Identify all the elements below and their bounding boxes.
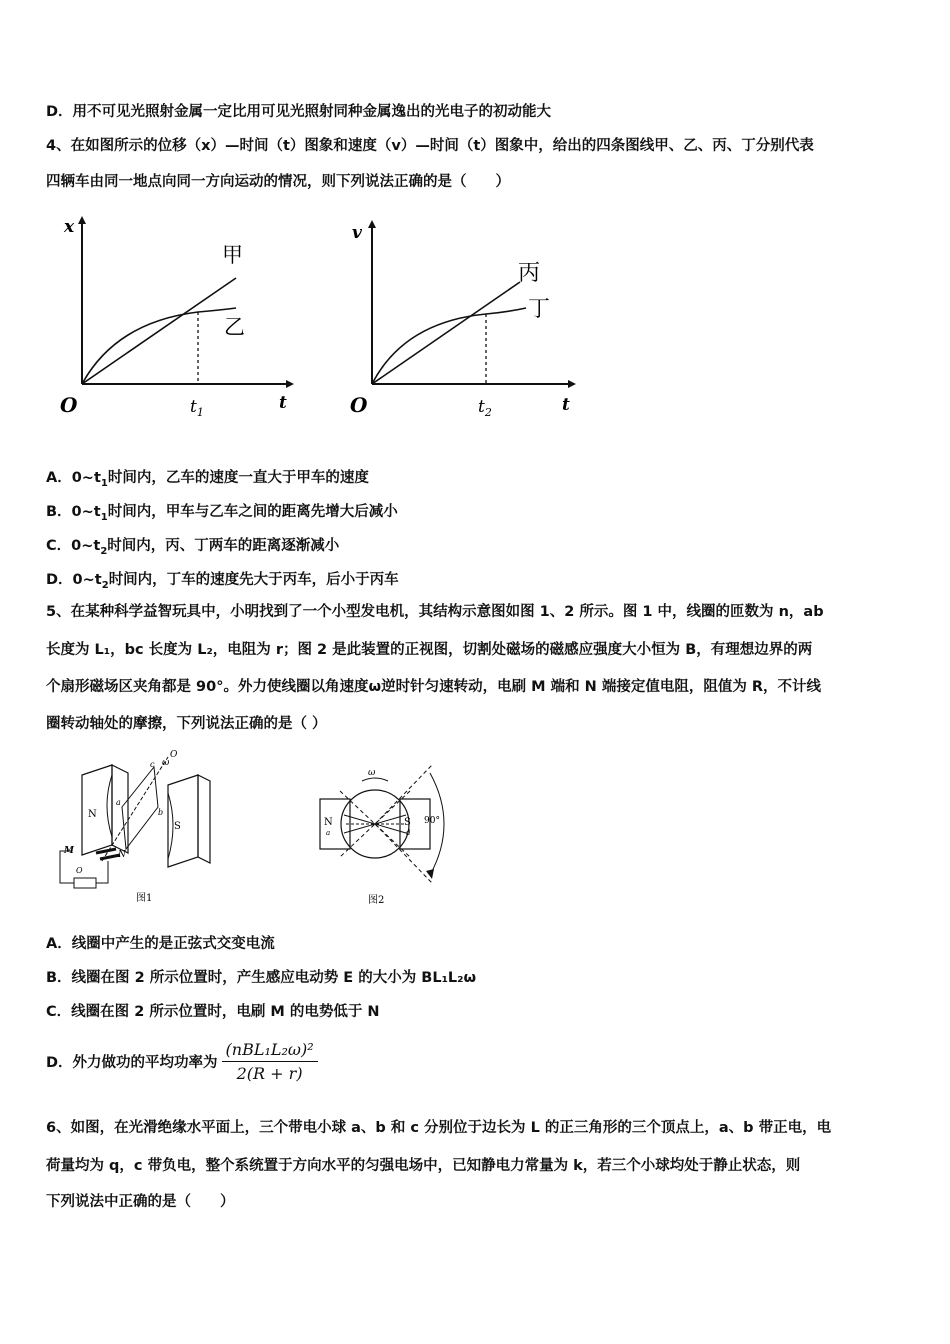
- q6-stem-line3: 下列说法中正确的是（ ）: [46, 1194, 235, 1210]
- q4-stem-line2: 四辆车由同一地点向同一方向运动的情况，则下列说法正确的是（ ）: [46, 174, 510, 190]
- q5-figure-2: [300, 755, 470, 910]
- curve-yi: [82, 308, 236, 384]
- q6-stem-line1: 6、如图，在光滑绝缘水平面上，三个带电小球 a、b 和 c 分别位于边长为 L 的正三角形的三个顶点上，a、b 带正电，电: [46, 1120, 832, 1136]
- q5-option-b: B．线圈在图 2 所示位置时，产生感应电动势 E 的大小为 BL₁L₂ω: [46, 970, 477, 986]
- o1-label: O: [76, 866, 83, 875]
- q4-option-d: D．$0\sim t_2$时间内，丁车的速度先大于丙车，后小于丙车: [46, 572, 399, 591]
- omega-label: ω: [368, 768, 376, 778]
- label-jia: 甲: [222, 243, 243, 267]
- fraction-denominator: 2(R + r): [236, 1064, 303, 1083]
- q5-stem-line4: 圈转动轴处的摩擦，下列说法正确的是（ ）: [46, 716, 327, 732]
- brush-n: [100, 855, 120, 859]
- angle-label: 90°: [424, 816, 440, 826]
- y-axis-arrow: [368, 220, 376, 228]
- q5-stem-line1: 5、在某种科学益智玩具中，小明找到了一个小型发电机，其结构示意图如图 1、2 所示。图 1 中，线圈的匝数为 n，ab: [46, 604, 824, 620]
- q4-stem-line1: 4、在如图所示的位移（x）—时间（t）图象和速度（v）—时间（t）图象中，给出的四条图线甲、乙、丙、丁分别代表: [46, 138, 814, 154]
- q4-option-c: C．$0\sim t_2$时间内，丙、丁两车的距离逐渐减小: [46, 538, 340, 557]
- label-ding: 丁: [528, 297, 551, 322]
- y-axis-arrow: [78, 216, 86, 224]
- q6-stem-line2: 荷量均为 q，c 带负电，整个系统置于方向水平的匀强电场中，已知静电力常量为 k，若三个小球均处于静止状态，则: [46, 1158, 801, 1174]
- x-axis-label: t: [562, 395, 570, 415]
- nn-label: N: [118, 850, 126, 860]
- t1-label: $t_1$: [190, 397, 204, 419]
- q4-graph-v-t: [336, 212, 586, 422]
- c-label: c: [150, 760, 155, 769]
- fig2-caption: 图2: [368, 895, 385, 906]
- curve-ding: [372, 308, 526, 384]
- curve-bing: [372, 282, 520, 384]
- q5-option-c: C．线圈在图 2 所示位置时，电刷 M 的电势低于 N: [46, 1004, 380, 1020]
- d-label: d: [406, 829, 411, 837]
- q5-option-a: A．线圈中产生的是正弦式交变电流: [46, 936, 275, 952]
- q4-option-a: A．$0\sim t_1$时间内，乙车的速度一直大于甲车的速度: [46, 470, 369, 489]
- q5-stem-line3: 个扇形磁场区夹角都是 90°。外力使线圈以角速度ω逆时针匀速转动，电刷 M 端和 N 端接定值电阻，阻值为 R，不计线: [46, 679, 822, 695]
- fraction-numerator: (nBL₁L₂ω)²: [222, 1040, 318, 1062]
- x-axis-arrow: [568, 380, 576, 388]
- wire-right: [96, 861, 108, 883]
- n-label: N: [324, 817, 333, 828]
- s-magnet-curve: [168, 793, 173, 859]
- fig1-caption: 图1: [136, 893, 153, 904]
- q3-option-d: D．用不可见光照射金属一定比用可见光照射同种金属逸出的光电子的初动能大: [46, 104, 552, 120]
- curve-jia: [82, 278, 236, 384]
- origin-label: O: [60, 393, 78, 417]
- origin-label: O: [350, 393, 368, 417]
- a-label: a: [116, 798, 121, 807]
- resistor: [74, 878, 96, 888]
- q5-stem-line2: 长度为 L₁，bc 长度为 L₂，电阻为 r；图 2 是此装置的正视图，切割处磁场的磁感应强度大小恒为 B，有理想边界的两: [46, 642, 813, 658]
- q4-graph-x-t: [46, 212, 296, 422]
- m-label: M: [64, 846, 74, 856]
- s-magnet-side: [198, 775, 210, 863]
- angle-ray-2: [375, 824, 432, 883]
- q5-option-d: D．外力做功的平均功率为 $\frac{\text{(nBL₁L₂ω)²}}{2(R + r)}$: [46, 1040, 318, 1083]
- omega-label: ω: [162, 758, 170, 768]
- n-magnet-curve: [107, 775, 112, 837]
- s-label: S: [404, 817, 411, 828]
- y-axis-label: x: [64, 217, 75, 237]
- q5-figure-1: [50, 745, 230, 910]
- x-axis-label: t: [279, 393, 287, 413]
- label-bing: 丙: [518, 261, 541, 286]
- s-label: S: [174, 821, 181, 832]
- o2-label: O: [170, 750, 178, 760]
- a-label: a: [326, 829, 331, 837]
- label-yi: 乙: [224, 315, 245, 339]
- n-label: N: [88, 809, 97, 820]
- rotation-arrow: [362, 778, 388, 781]
- t2-label: $t_2$: [478, 397, 492, 419]
- q4-option-b: B．$0\sim t_1$时间内，甲车与乙车之间的距离先增大后减小: [46, 504, 398, 523]
- b-label: b: [158, 808, 164, 817]
- y-axis-label: v: [352, 223, 362, 243]
- power-fraction: [222, 1040, 318, 1083]
- angle-arrow: [426, 869, 434, 879]
- x-axis-arrow: [286, 380, 294, 388]
